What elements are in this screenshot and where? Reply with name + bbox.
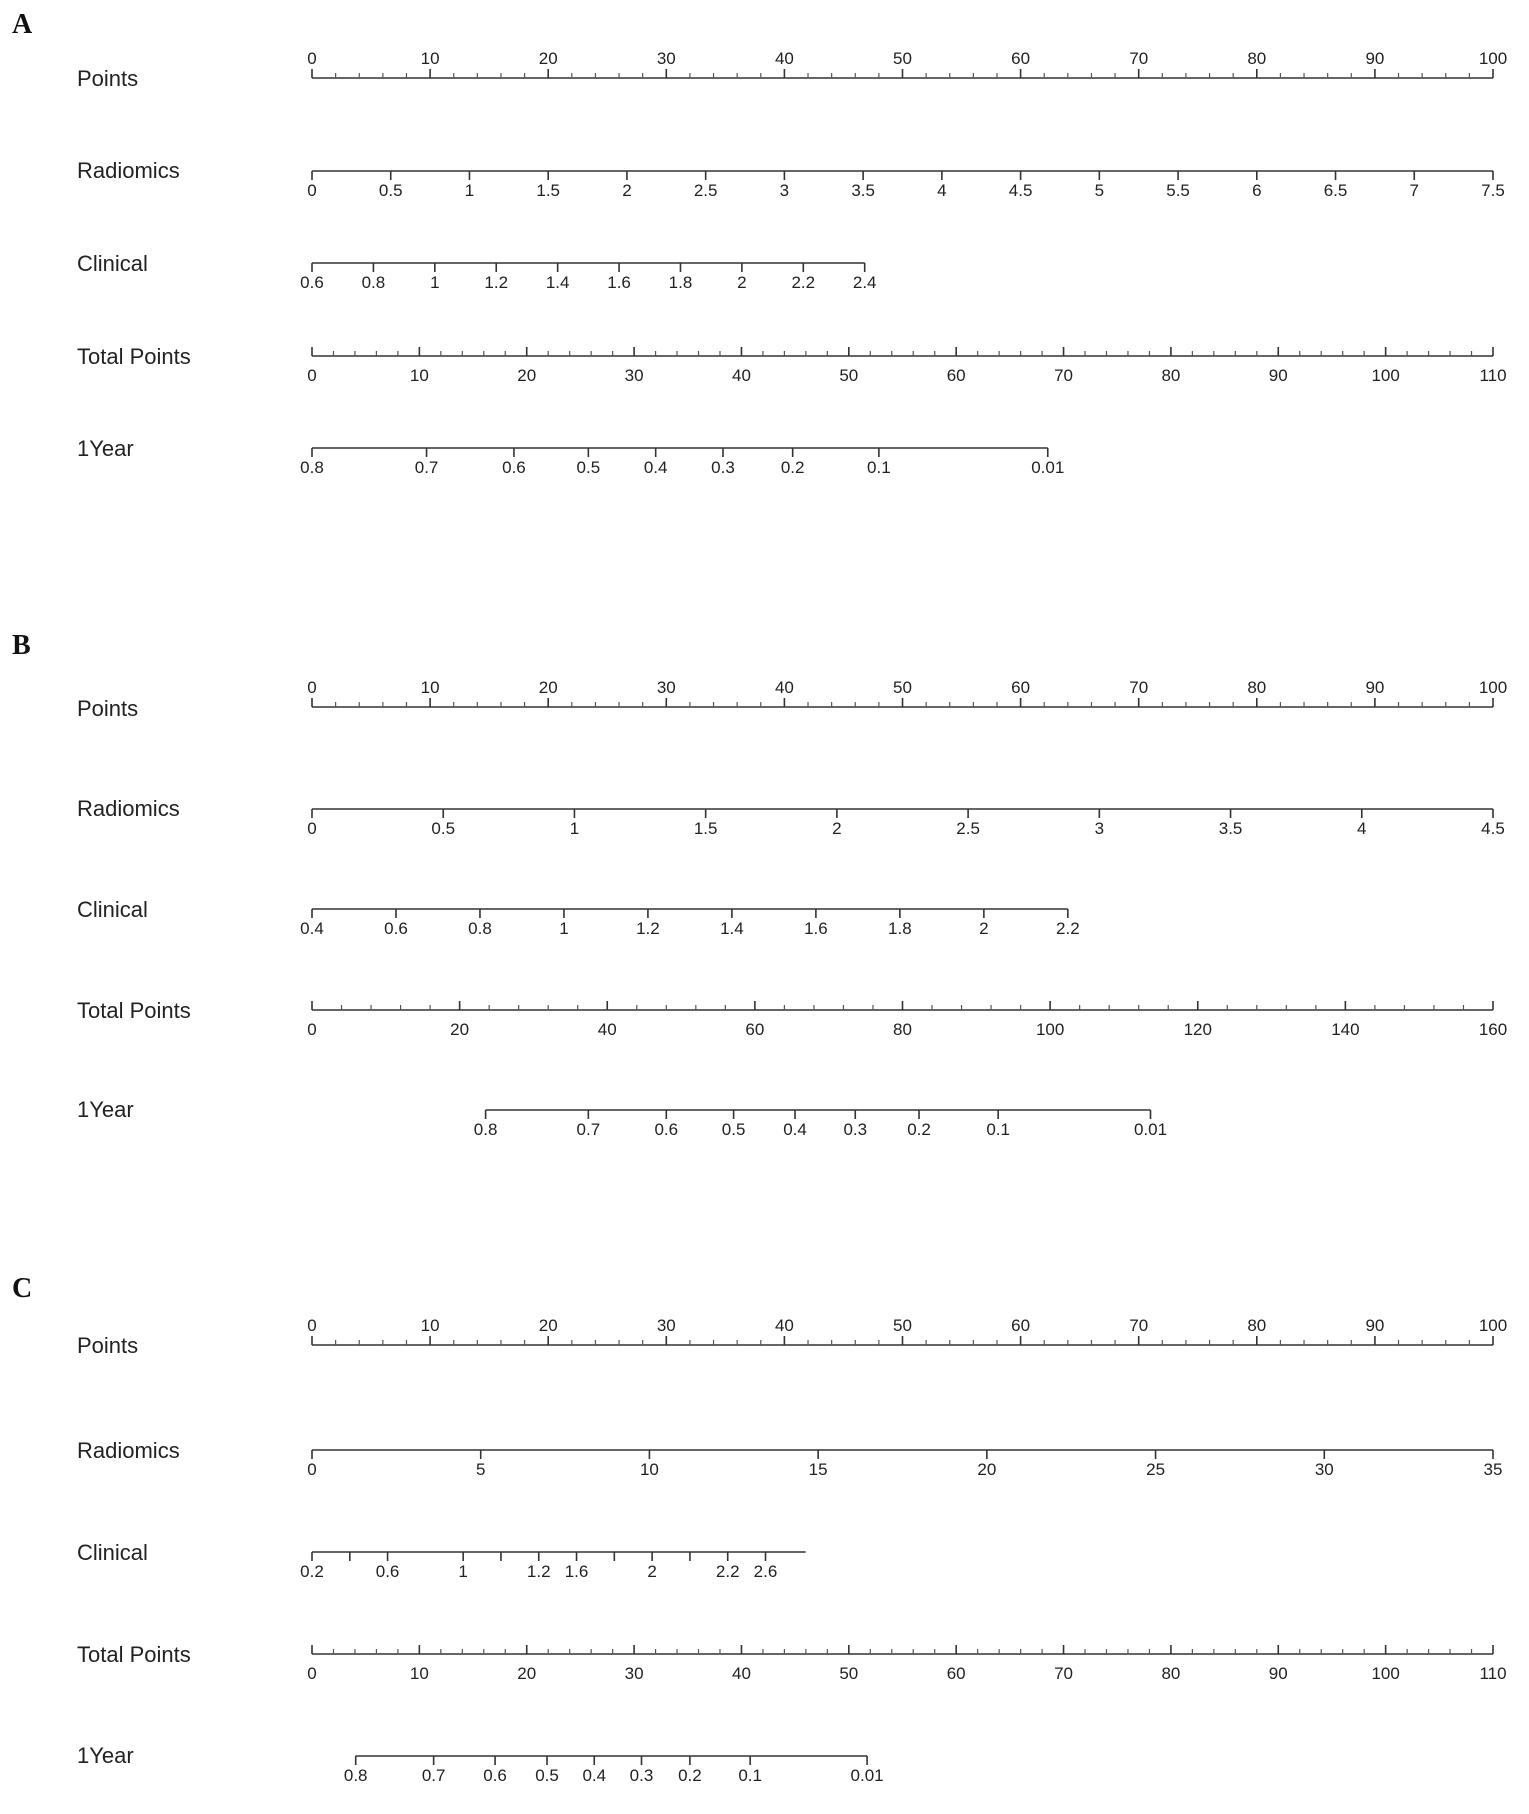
tick-label: 0.6 (384, 919, 408, 938)
tick-label: 6.5 (1323, 181, 1348, 200)
tick-label: 10 (409, 366, 429, 385)
tick-label: 30 (1314, 1460, 1334, 1479)
tick-label: 0 (307, 819, 317, 838)
tick-label: 100 (1035, 1020, 1065, 1039)
tick-label: 120 (1183, 1020, 1212, 1039)
tick-label: 0.7 (414, 458, 439, 477)
tick-label: 4 (937, 181, 947, 200)
tick-label: 20 (977, 1460, 997, 1479)
tick-label: 5 (475, 1460, 486, 1479)
tick-label: 20 (538, 49, 558, 68)
tick-label: 0.3 (629, 1766, 654, 1785)
tick-label: 160 (1478, 1020, 1508, 1039)
tick-label: 0.4 (783, 1120, 807, 1139)
tick-label: 0.1 (867, 458, 891, 477)
tick-label: 70 (1054, 366, 1074, 385)
tick-label: 90 (1268, 366, 1288, 385)
tick-label: 100 (1478, 1316, 1508, 1335)
nomogram-panel-b (12, 630, 1507, 1139)
tick-label: 1 (464, 181, 475, 200)
tick-label: 4.5 (1481, 819, 1505, 838)
tick-label: 0.5 (535, 1766, 559, 1785)
tick-label: 2 (737, 273, 747, 292)
tick-label: 0.01 (1133, 1120, 1168, 1139)
panel-letter: C (12, 1273, 33, 1304)
nomogram-row-radiomics (77, 796, 1505, 838)
tick-label: 1.2 (526, 1562, 551, 1581)
tick-label: 10 (420, 1316, 440, 1335)
tick-label: 1 (559, 919, 569, 938)
tick-label: 80 (1161, 1664, 1181, 1683)
tick-label: 50 (839, 366, 859, 385)
tick-label: 0 (307, 366, 317, 385)
tick-label: 2.2 (791, 273, 816, 292)
tick-label: 80 (893, 1020, 912, 1039)
tick-label: 15 (808, 1460, 828, 1479)
row-label: Radiomics (77, 1438, 180, 1463)
tick-label: 0.8 (473, 1120, 498, 1139)
tick-label: 0 (307, 1020, 317, 1039)
row-label: Total Points (77, 344, 191, 369)
tick-label: 80 (1247, 678, 1267, 697)
row-label: Points (77, 1333, 139, 1358)
tick-label: 110 (1479, 366, 1507, 385)
tick-label: 0 (307, 678, 317, 697)
tick-label: 100 (1371, 366, 1400, 385)
tick-label: 0.8 (361, 273, 386, 292)
row-label: 1Year (77, 1097, 134, 1122)
tick-label: 20 (450, 1020, 470, 1039)
tick-label: 20 (538, 678, 558, 697)
tick-label: 20 (517, 366, 537, 385)
nomogram-row-radiomics (77, 158, 1505, 200)
tick-label: 90 (1365, 678, 1385, 697)
tick-label: 30 (656, 678, 676, 697)
tick-label: 0.01 (850, 1766, 884, 1785)
tick-label: 0 (307, 1460, 317, 1479)
nomogram-row-points (77, 678, 1507, 721)
tick-label: 0.6 (300, 273, 324, 292)
tick-label: 0.2 (678, 1766, 702, 1785)
tick-label: 2.5 (956, 819, 980, 838)
tick-label: 1.6 (804, 919, 828, 938)
tick-label: 40 (774, 678, 794, 697)
row-label: Clinical (77, 897, 148, 922)
tick-label: 40 (774, 49, 794, 68)
tick-label: 0.01 (1031, 458, 1065, 477)
row-label: Points (77, 696, 139, 721)
tick-label: 30 (624, 366, 644, 385)
row-label: Radiomics (77, 158, 180, 183)
nomogram-row-total-points (77, 1642, 1507, 1683)
nomogram-row-1year (77, 1743, 884, 1785)
tick-label: 40 (774, 1316, 794, 1335)
tick-label: 50 (893, 1316, 912, 1335)
nomogram-row-radiomics (77, 1438, 1502, 1479)
tick-label: 3 (1094, 819, 1105, 838)
tick-label: 2.2 (1056, 919, 1080, 938)
tick-label: 1.8 (888, 919, 912, 938)
tick-label: 1 (430, 273, 440, 292)
tick-label: 10 (409, 1664, 429, 1683)
tick-label: 2 (647, 1562, 657, 1581)
tick-label: 5.5 (1166, 181, 1190, 200)
tick-label: 140 (1331, 1020, 1360, 1039)
tick-label: 1 (569, 819, 580, 838)
tick-label: 0.2 (907, 1120, 931, 1139)
tick-label: 70 (1129, 1316, 1149, 1335)
tick-label: 0.3 (843, 1120, 868, 1139)
nomogram-row-total-points (77, 344, 1507, 385)
tick-label: 40 (597, 1020, 617, 1039)
tick-label: 100 (1371, 1664, 1400, 1683)
tick-label: 10 (420, 49, 440, 68)
tick-label: 70 (1129, 678, 1149, 697)
tick-label: 0.3 (711, 458, 735, 477)
tick-label: 100 (1478, 678, 1508, 697)
row-label: Clinical (77, 251, 148, 276)
tick-label: 60 (1011, 1316, 1031, 1335)
nomogram-row-clinical (77, 897, 1080, 938)
nomogram-row-1year (77, 1097, 1167, 1139)
tick-label: 1 (458, 1562, 468, 1581)
tick-label: 0.2 (780, 458, 805, 477)
tick-label: 25 (1146, 1460, 1166, 1479)
tick-label: 35 (1483, 1460, 1503, 1479)
row-label: Points (77, 66, 139, 91)
row-label: Total Points (77, 1642, 191, 1667)
tick-label: 80 (1247, 49, 1267, 68)
row-label: Clinical (77, 1540, 148, 1565)
tick-label: 1.6 (607, 273, 631, 292)
tick-label: 0.4 (582, 1766, 607, 1785)
tick-label: 20 (538, 1316, 558, 1335)
tick-label: 6 (1252, 181, 1262, 200)
tick-label: 5 (1094, 181, 1105, 200)
tick-label: 0.2 (300, 1562, 324, 1581)
tick-label: 70 (1129, 49, 1149, 68)
tick-label: 1.4 (720, 919, 744, 938)
tick-label: 50 (893, 678, 912, 697)
tick-label: 0.7 (576, 1120, 601, 1139)
tick-label: 2 (622, 181, 632, 200)
tick-label: 0 (307, 181, 317, 200)
tick-label: 0.4 (300, 919, 324, 938)
tick-label: 40 (731, 366, 751, 385)
nomogram-row-clinical (77, 251, 877, 292)
tick-label: 3.5 (1218, 819, 1243, 838)
tick-label: 0.6 (502, 458, 526, 477)
nomogram-row-clinical (77, 1540, 806, 1581)
tick-label: 4.5 (1008, 181, 1033, 200)
tick-label: 7.5 (1481, 181, 1505, 200)
tick-label: 0.7 (421, 1766, 446, 1785)
tick-label: 100 (1478, 49, 1508, 68)
row-label: Radiomics (77, 796, 180, 821)
tick-label: 20 (517, 1664, 537, 1683)
tick-label: 90 (1365, 1316, 1385, 1335)
tick-label: 60 (946, 1664, 966, 1683)
tick-label: 70 (1054, 1664, 1074, 1683)
tick-label: 1.4 (545, 273, 570, 292)
tick-label: 10 (639, 1460, 659, 1479)
tick-label: 0 (307, 1316, 317, 1335)
tick-label: 2.4 (852, 273, 877, 292)
tick-label: 90 (1268, 1664, 1288, 1683)
tick-label: 0.4 (643, 458, 668, 477)
panel-letter: A (12, 9, 33, 40)
row-label: Total Points (77, 998, 191, 1023)
tick-label: 60 (1011, 49, 1031, 68)
tick-label: 7 (1409, 181, 1420, 200)
tick-label: 1.8 (668, 273, 693, 292)
tick-label: 30 (656, 1316, 676, 1335)
tick-label: 0 (307, 49, 317, 68)
tick-label: 50 (839, 1664, 859, 1683)
tick-label: 50 (893, 49, 912, 68)
tick-label: 0.6 (375, 1562, 400, 1581)
tick-label: 60 (946, 366, 966, 385)
tick-label: 10 (420, 678, 440, 697)
tick-label: 3.5 (851, 181, 875, 200)
nomogram-row-points (77, 1316, 1507, 1358)
tick-label: 1.2 (636, 919, 660, 938)
tick-label: 90 (1365, 49, 1385, 68)
tick-label: 3 (779, 181, 790, 200)
tick-label: 4 (1357, 819, 1367, 838)
row-label: 1Year (77, 1743, 134, 1768)
nomogram-row-points (77, 49, 1507, 91)
nomogram-row-total-points (77, 998, 1507, 1039)
tick-label: 0.5 (576, 458, 601, 477)
tick-label: 80 (1247, 1316, 1267, 1335)
tick-label: 0.1 (738, 1766, 762, 1785)
tick-label: 0.5 (378, 181, 403, 200)
tick-label: 0.8 (468, 919, 492, 938)
tick-label: 1.5 (536, 181, 561, 200)
tick-label: 1.6 (564, 1562, 589, 1581)
tick-label: 110 (1479, 1664, 1507, 1683)
tick-label: 1.2 (484, 273, 509, 292)
tick-label: 2 (979, 919, 989, 938)
tick-label: 2 (832, 819, 842, 838)
tick-label: 0.8 (300, 458, 324, 477)
panel-letter: B (12, 630, 31, 661)
tick-label: 60 (745, 1020, 765, 1039)
tick-label: 2.5 (693, 181, 718, 200)
tick-label: 30 (624, 1664, 644, 1683)
nomogram-panel-a (12, 9, 1507, 477)
tick-label: 0.5 (721, 1120, 746, 1139)
nomogram-panel-c (12, 1273, 1507, 1785)
nomogram-row-1year (77, 436, 1064, 477)
tick-label: 1.5 (693, 819, 718, 838)
tick-label: 0.5 (431, 819, 456, 838)
tick-label: 80 (1161, 366, 1181, 385)
tick-label: 2.2 (715, 1562, 740, 1581)
tick-label: 0 (307, 1664, 317, 1683)
tick-label: 30 (656, 49, 676, 68)
tick-label: 40 (731, 1664, 751, 1683)
tick-label: 0.8 (343, 1766, 368, 1785)
tick-label: 0.6 (654, 1120, 679, 1139)
row-label: 1Year (77, 436, 134, 461)
tick-label: 0.6 (483, 1766, 507, 1785)
tick-label: 0.1 (986, 1120, 1010, 1139)
tick-label: 60 (1011, 678, 1031, 697)
tick-label: 2.6 (753, 1562, 778, 1581)
